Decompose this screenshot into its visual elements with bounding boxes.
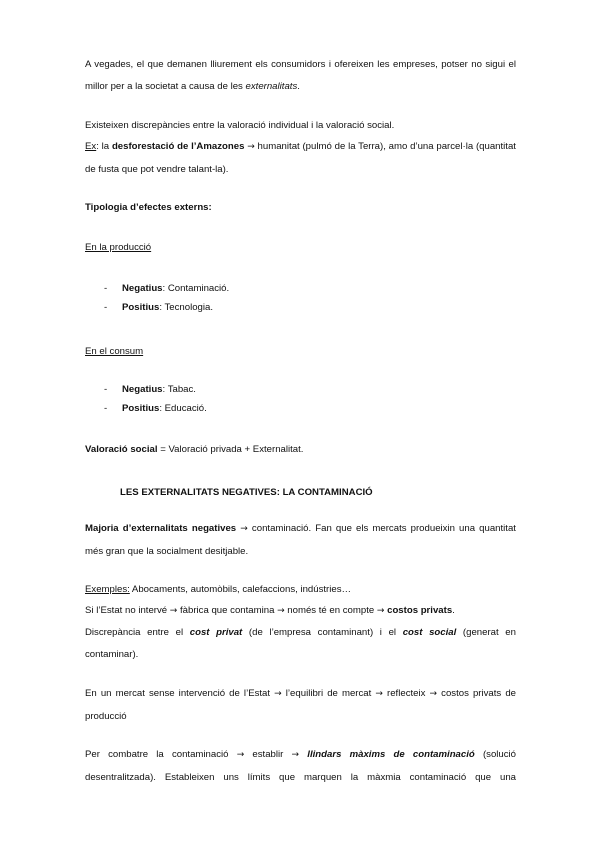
- discrepancies-line: [85, 115, 516, 137]
- production-heading: En la producció: [85, 242, 152, 253]
- example-colon: :: [96, 141, 99, 152]
- arrow-icon: →: [247, 142, 255, 152]
- section-title: LES EXTERNALITATS NEGATIVES: LA CONTAMINACIÓ: [120, 487, 373, 498]
- state-text-c: només té en compte: [284, 605, 377, 616]
- list-item: [104, 299, 213, 317]
- state-text-b: fàbrica que contamina: [177, 605, 278, 616]
- arrow-icon: →: [274, 689, 282, 699]
- intro-end: .: [297, 80, 300, 92]
- state-bold: costos privats: [387, 605, 453, 616]
- paragraph-rest: contaminació. Fan que els mercats produeixin una quantitat més gran que la socialment desitjable.: [85, 523, 516, 557]
- list-label: Positius: [122, 403, 160, 414]
- list-text: : Tabac.: [162, 384, 196, 395]
- market-text-c: reflecteix: [382, 688, 430, 699]
- arrow-icon: →: [375, 689, 383, 699]
- combat-text-b: establir: [244, 749, 292, 760]
- private-cost: cost privat: [189, 627, 243, 638]
- arrow-icon: →: [169, 606, 178, 616]
- example-bold: desforestació de l’Amazones: [111, 141, 245, 152]
- list-dash: -: [104, 302, 108, 313]
- intro-text: A vegades, el que demanen lliurement els consumidors i ofereixen les empreses, potser no sigui el millor per a la societat a causa de les: [85, 59, 516, 92]
- typology-heading: Tipologia d’efectes externs:: [85, 202, 212, 213]
- arrow-icon: →: [240, 524, 248, 534]
- combat-text-a: Per combatre la contaminació: [85, 749, 237, 760]
- example-rest: humanitat (pulmó de la Terra), amo d’una parcel·la (quantitat de fusta que pot vendre talant-la).: [85, 141, 516, 175]
- examples-label: Exemples:: [85, 584, 130, 595]
- examples-line: [85, 579, 516, 601]
- list-item: [104, 381, 196, 399]
- cost-text-c: (generat en contaminar).: [85, 627, 516, 660]
- combat-paragraph: [85, 744, 516, 788]
- example-label: Ex: [85, 141, 97, 152]
- example-paragraph: [85, 136, 516, 180]
- arrow-icon: →: [291, 750, 300, 760]
- social-cost: cost social: [402, 627, 457, 638]
- market-text-a: En un mercat sense intervenció de l’Estat: [85, 688, 275, 699]
- threshold-term: llindars màxims de contaminació: [307, 749, 475, 760]
- combat-text-c: (solució desentralitzada). Estableixen uns límits que marquen la màxmia contaminació que una: [85, 749, 517, 783]
- list-dash: -: [104, 283, 108, 294]
- social-valuation-formula: [85, 439, 516, 461]
- examples-text: Abocaments, automòbils, calefaccions, indústries…: [129, 584, 352, 595]
- discrepancies-text: Existeixen discrepàncies entre la valoració individual i la valoració social.: [85, 120, 395, 131]
- arrow-icon: →: [429, 689, 438, 699]
- list-item: [104, 400, 207, 418]
- arrow-icon: →: [376, 606, 385, 616]
- intro-paragraph: [85, 54, 516, 97]
- list-dash: -: [104, 384, 108, 395]
- formula-rest: = Valoració privada + Externalitat.: [157, 444, 304, 455]
- paragraph-bold: Majoria d’externalitats negatives: [85, 523, 237, 534]
- list-text: : Tecnologia.: [159, 302, 214, 313]
- market-text-d: costos privats de producció: [85, 688, 516, 722]
- arrow-icon: →: [236, 750, 245, 760]
- state-text-a: Si l’Estat no intervé: [85, 605, 170, 616]
- consumption-heading: En el consum: [85, 346, 144, 357]
- cost-text-b: (de l’empresa contaminant) i el: [242, 627, 403, 638]
- negative-externalities-paragraph: [85, 518, 516, 562]
- example-article: la: [98, 141, 112, 152]
- formula-bold: Valoració social: [85, 444, 158, 455]
- intro-emphasis: externalitats: [245, 80, 298, 92]
- list-text: : Educació.: [159, 403, 207, 414]
- list-label: Negatius: [122, 384, 163, 395]
- cost-discrepancy-paragraph: [85, 622, 516, 665]
- list-item: [104, 280, 229, 298]
- state-end: .: [452, 605, 455, 616]
- list-label: Positius: [122, 302, 160, 313]
- market-paragraph: [85, 683, 516, 727]
- cost-text-a: Discrepància entre el: [85, 627, 190, 638]
- list-dash: -: [104, 403, 108, 414]
- list-text: : Contaminació.: [162, 283, 230, 294]
- market-text-b: l’equilibri de mercat: [281, 688, 376, 699]
- list-label: Negatius: [122, 283, 163, 294]
- state-line: [85, 600, 516, 623]
- arrow-icon: →: [277, 606, 285, 616]
